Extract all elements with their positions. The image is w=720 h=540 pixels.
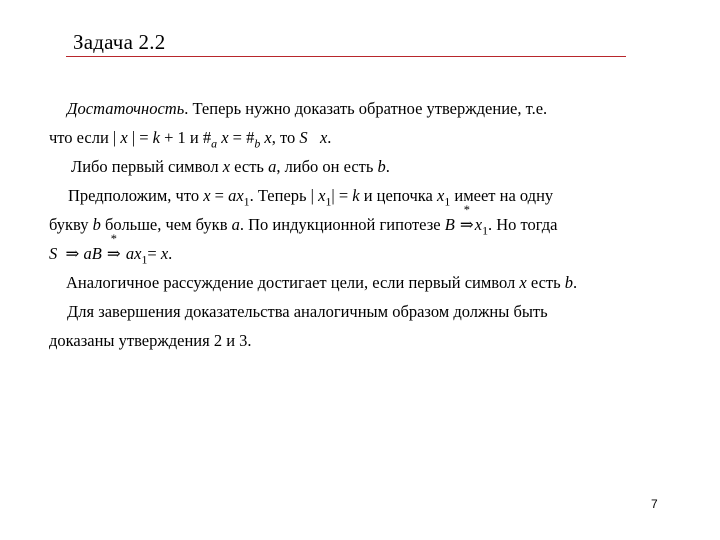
proof-text — [49, 94, 694, 355]
text-run: доказаны утверждения 2 и 3. — [49, 331, 252, 350]
var-x: x — [222, 157, 231, 176]
var-b: b — [377, 157, 386, 176]
text-run: Предположим, что — [68, 186, 204, 205]
text-run: , либо он есть — [276, 157, 378, 176]
text-run: есть — [230, 157, 269, 176]
var-x: x — [436, 186, 445, 205]
text-run: = — [210, 186, 229, 205]
subscript-1: 1 — [141, 252, 148, 267]
text-run: что если | — [49, 128, 121, 147]
text-run: имеет на одну — [450, 186, 554, 205]
text-run: , то — [271, 128, 300, 147]
text-line-1 — [49, 94, 694, 123]
var-x: x — [160, 244, 169, 263]
text-run: | = — [127, 128, 153, 147]
text-line-9 — [49, 326, 694, 355]
text-line-2 — [49, 123, 694, 152]
text-run: = # — [228, 128, 255, 147]
text-run: есть — [526, 273, 565, 292]
text-run: . — [327, 128, 332, 147]
var-ax: ax — [125, 244, 142, 263]
text-run: букву — [49, 215, 93, 234]
star-mark: * — [110, 232, 117, 246]
var-a: a — [231, 215, 240, 234]
subscript-1: 1 — [325, 194, 332, 209]
var-x: x — [264, 128, 272, 147]
page-number: 7 — [651, 497, 658, 511]
text-run: + 1 и # — [159, 128, 212, 147]
slide-title: Задача 2.2 — [73, 30, 166, 54]
text-run: и цепочка — [359, 186, 437, 205]
arrow-glyph: ⇒ — [459, 215, 474, 234]
derives-star-arrow-icon — [106, 232, 122, 268]
var-aB: aB — [83, 244, 102, 263]
var-k: k — [152, 128, 160, 147]
subscript-b: b — [254, 136, 261, 151]
text-line-4 — [49, 181, 694, 210]
subscript-1: 1 — [482, 223, 488, 238]
text-run: Аналогичное рассуждение достигает цели, если первый символ — [66, 273, 520, 292]
var-ax: ax — [228, 186, 244, 205]
text-line-5 — [49, 203, 694, 239]
text-run: | = — [331, 186, 353, 205]
derives-star-arrow-icon — [459, 203, 475, 239]
text-run: = — [147, 244, 161, 263]
text-line-3 — [49, 152, 694, 181]
arrow-glyph: ⇒ — [106, 244, 121, 263]
var-x: x — [519, 273, 527, 292]
var-B: B — [444, 215, 455, 234]
text-run — [308, 128, 320, 147]
text-run: Либо первый символ — [71, 157, 223, 176]
var-x: x — [120, 128, 128, 147]
text-line-7 — [49, 268, 694, 297]
text-run: . Теперь | — [249, 186, 319, 205]
var-b: b — [564, 273, 573, 292]
var-a: a — [268, 157, 277, 176]
text-run: . — [573, 273, 578, 292]
text-line-8 — [49, 297, 694, 326]
var-x: x — [221, 128, 229, 147]
star-mark: * — [463, 203, 470, 217]
text-run: . — [168, 244, 173, 263]
var-b: b — [92, 215, 101, 234]
derives-arrow-icon: ⇒ — [65, 244, 80, 263]
var-x: x — [203, 186, 211, 205]
text-run: . По индукционной гипотезе — [239, 215, 445, 234]
text-run: больше, чем букв — [100, 215, 232, 234]
var-k: k — [352, 186, 360, 205]
var-x: x — [319, 128, 328, 147]
var-x: x — [318, 186, 326, 205]
var-S: S — [49, 244, 58, 263]
text-line-6 — [49, 232, 694, 268]
subscript-1: 1 — [444, 194, 451, 209]
term-sufficiency: Достаточность — [67, 99, 185, 118]
title-divider — [66, 56, 626, 57]
subscript-1: 1 — [243, 194, 250, 209]
text-run: . — [385, 157, 390, 176]
text-run: Для завершения доказательства аналогичным образом должны быть — [67, 302, 548, 321]
text-run: . Теперь нужно доказать обратное утверждение, т.е. — [184, 99, 548, 118]
var-S: S — [299, 128, 308, 147]
var-x: x — [474, 215, 483, 234]
text-run: . Но тогда — [488, 215, 558, 234]
subscript-a: a — [211, 136, 218, 151]
